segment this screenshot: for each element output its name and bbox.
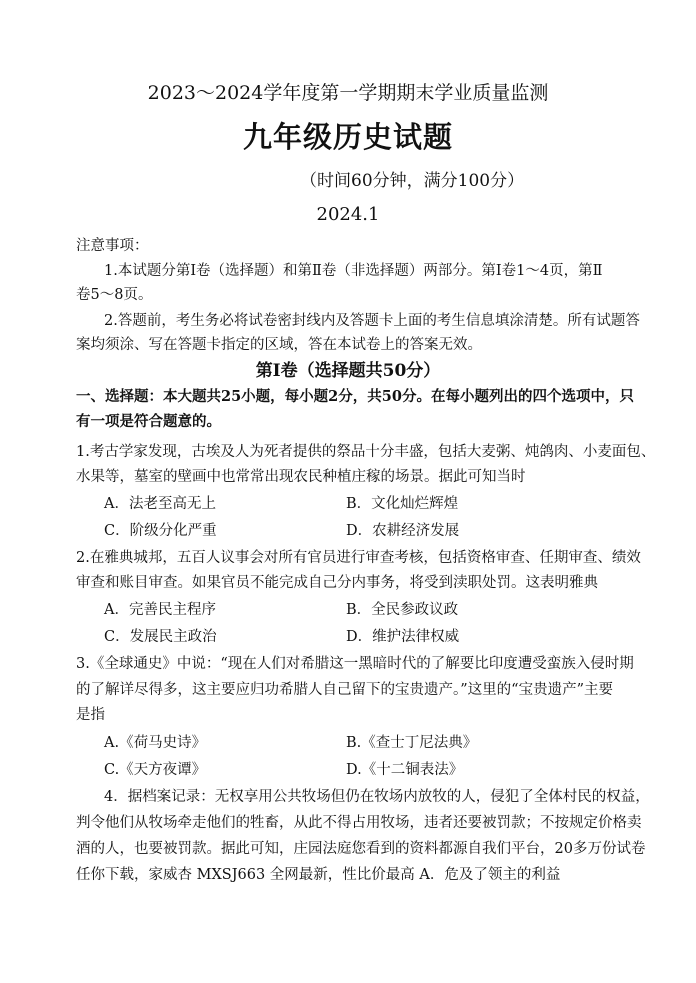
question-stem: 的了解详尽得多，这主要应归功希腊人自己留下的宝贵遗产。”这里的“宝贵遗产”主要 bbox=[76, 682, 613, 698]
question-stem: 3.《全球通史》中说：“现在人们对希腊这一黑暗时代的了解要比印度遭受蛮族入侵时期 bbox=[76, 656, 634, 672]
section-title: 第Ⅰ卷（选择题共50分） bbox=[255, 361, 441, 381]
exam-date: 2024.1 bbox=[316, 204, 380, 225]
option-a: A．法老至高无上 bbox=[104, 496, 216, 512]
exam-period: 2023～2024学年度第一学期期末学业质量监测 bbox=[147, 82, 549, 104]
exam-title: 九年级历史试题 bbox=[242, 120, 453, 154]
option-a: A.《荷马史诗》 bbox=[104, 735, 207, 751]
question-stem: 水果等，墓室的壁画中也常常出现农民种植庄稼的场景。据此可知当时 bbox=[76, 469, 526, 485]
exam-time-note: （时间60分钟，满分100分） bbox=[300, 171, 525, 191]
option-d: D．维护法律权威 bbox=[346, 629, 460, 645]
notice-line: 卷5～8页。 bbox=[76, 287, 153, 303]
notice-line: 1.本试题分第Ⅰ卷（选择题）和第Ⅱ卷（非选择题）两部分。第Ⅰ卷1～4页，第Ⅱ bbox=[104, 263, 603, 279]
question-stem: 1.考古学家发现，古埃及人为死者提供的祭品十分丰盛，包括大麦粥、炖鸽肉、小麦面包、 bbox=[76, 444, 656, 460]
question-stem: 是指 bbox=[76, 707, 105, 723]
question-stem: 判令他们从牧场牵走他们的牲畜，从此不得占用牧场，违者还要被罚款；不按规定价格卖 bbox=[76, 815, 642, 831]
option-c: C．阶级分化严重 bbox=[104, 523, 217, 539]
question-stem: 酒的人，也要被罚款。据此可知，庄园法庭您看到的资料都源自我们平台，20多万份试卷 bbox=[76, 841, 646, 857]
notice-line: 案均须涂、写在答题卡指定的区域，答在本试卷上的答案无效。 bbox=[76, 337, 482, 353]
option-a: A．完善民主程序 bbox=[104, 602, 216, 618]
question-stem: 任你下载，家威杏 MXSJ663 全网最新，性比价最高 A．危及了领主的利益 bbox=[76, 867, 561, 883]
notice-heading: 注意事项： bbox=[76, 238, 149, 254]
option-b: B.《查士丁尼法典》 bbox=[346, 735, 478, 751]
question-stem: 2.在雅典城邦，五百人议事会对所有官员进行审查考核，包括资格审查、任期审查、绩效 bbox=[76, 550, 641, 566]
question-stem: 4．据档案记录：无权享用公共牧场但仍在牧场内放牧的人，侵犯了全体村民的权益， bbox=[104, 789, 650, 805]
section-instruction: 一、选择题：本大题共25小题，每小题2分，共50分。在每小题列出的四个选项中，只 bbox=[76, 388, 634, 405]
option-c: C．发展民主政治 bbox=[104, 629, 217, 645]
question-stem: 审查和账目审查。如果官员不能完成自己分内事务，将受到渎职处罚。这表明雅典 bbox=[76, 575, 598, 591]
notice-line: 2.答题前，考生务必将试卷密封线内及答题卡上面的考生信息填涂清楚。所有试题答 bbox=[104, 313, 640, 329]
section-instruction: 有一项是符合题意的。 bbox=[76, 413, 221, 430]
option-b: B．文化灿烂辉煌 bbox=[346, 496, 459, 512]
option-b: B．全民参政议政 bbox=[346, 602, 459, 618]
option-d: D.《十二铜表法》 bbox=[346, 762, 464, 778]
option-d: D．农耕经济发展 bbox=[346, 523, 460, 539]
option-c: C.《天方夜谭》 bbox=[104, 762, 207, 778]
